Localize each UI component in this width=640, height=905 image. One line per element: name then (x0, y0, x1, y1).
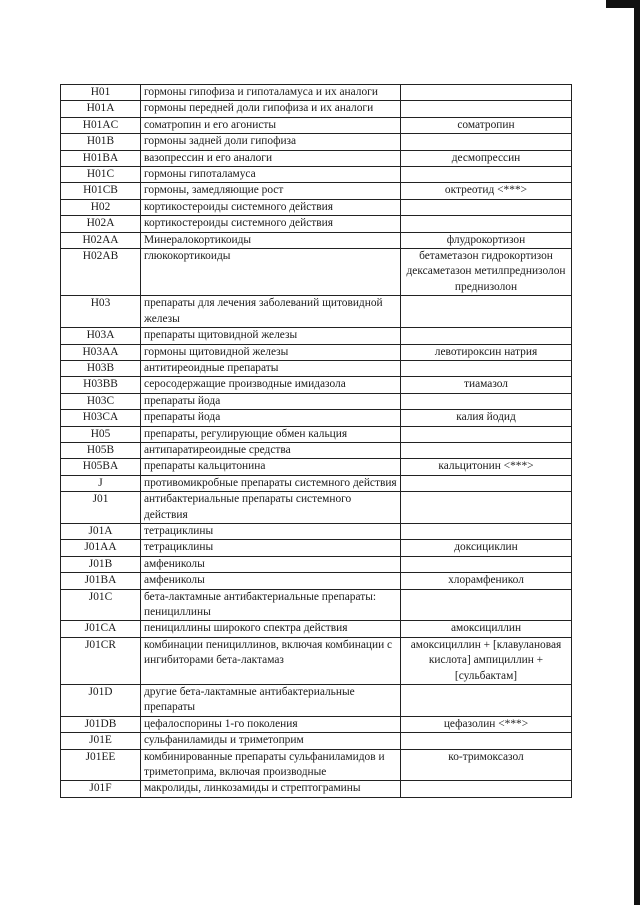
group-name-cell: гормоны передней доли гипофиза и их аналоги (141, 101, 401, 117)
table-row (61, 150, 572, 166)
atc-code-cell: H05BA (61, 459, 141, 475)
drug-name-cell: бетаметазон гидрокортизон дексаметазон метилпреднизолон преднизолон (401, 249, 572, 296)
atc-code-cell: H02AB (61, 249, 141, 296)
atc-code-cell: H01BA (61, 150, 141, 166)
group-name-cell: препараты йода (141, 393, 401, 409)
group-name-cell: тетрациклины (141, 540, 401, 556)
drug-name-cell (401, 733, 572, 749)
atc-code-cell: H01 (61, 85, 141, 101)
drug-name-cell: флудрокортизон (401, 232, 572, 248)
drug-name-cell (401, 685, 572, 717)
drug-name-cell (401, 199, 572, 215)
atc-code-cell: J01EE (61, 749, 141, 781)
drug-name-cell (401, 475, 572, 491)
table-row (61, 199, 572, 215)
group-name-cell: цефалоспорины 1-го поколения (141, 716, 401, 732)
drug-name-cell: октреотид <***> (401, 183, 572, 199)
drug-name-cell (401, 360, 572, 376)
table-row (61, 621, 572, 637)
table-row (61, 733, 572, 749)
drug-name-cell (401, 781, 572, 797)
table-row (61, 573, 572, 589)
drug-name-cell: левотироксин натрия (401, 344, 572, 360)
drug-name-cell (401, 296, 572, 328)
table-row (61, 637, 572, 684)
atc-code-cell: H03AA (61, 344, 141, 360)
atc-code-cell: J01D (61, 685, 141, 717)
table-row (61, 459, 572, 475)
group-name-cell: антитиреоидные препараты (141, 360, 401, 376)
group-name-cell: тетрациклины (141, 523, 401, 539)
atc-code-cell: H03BB (61, 377, 141, 393)
atc-code-cell: H02 (61, 199, 141, 215)
group-name-cell: препараты щитовидной железы (141, 328, 401, 344)
group-name-cell: гормоны гипоталамуса (141, 167, 401, 183)
table-row (61, 134, 572, 150)
table-row (61, 393, 572, 409)
group-name-cell: соматропин и его агонисты (141, 117, 401, 133)
group-name-cell: серосодержащие производные имидазола (141, 377, 401, 393)
drug-name-cell: десмопрессин (401, 150, 572, 166)
table-row (61, 216, 572, 232)
group-name-cell: глюкокортикоиды (141, 249, 401, 296)
group-name-cell: макролиды, линкозамиды и стрептограмины (141, 781, 401, 797)
table-row (61, 117, 572, 133)
drug-name-cell: калия йодид (401, 410, 572, 426)
drug-name-cell: кальцитонин <***> (401, 459, 572, 475)
drug-name-cell: доксициклин (401, 540, 572, 556)
drug-name-cell (401, 426, 572, 442)
table-row (61, 377, 572, 393)
atc-code-cell: J01F (61, 781, 141, 797)
drug-name-cell (401, 167, 572, 183)
table-row (61, 749, 572, 781)
scan-edge-right (634, 0, 640, 905)
atc-code-cell: H03B (61, 360, 141, 376)
atc-code-cell: J01AA (61, 540, 141, 556)
atc-code-cell: H05B (61, 442, 141, 458)
table-row (61, 101, 572, 117)
group-name-cell: бета-лактамные антибактериальные препараты: пенициллины (141, 589, 401, 621)
atc-code-cell: H02A (61, 216, 141, 232)
group-name-cell: антипаратиреоидные средства (141, 442, 401, 458)
drug-name-cell: амоксициллин + [клавулановая кислота] ампициллин + [сульбактам] (401, 637, 572, 684)
atc-code-cell: H05 (61, 426, 141, 442)
atc-code-cell: J01CA (61, 621, 141, 637)
table-row (61, 167, 572, 183)
table-row (61, 426, 572, 442)
atc-code-cell: H02AA (61, 232, 141, 248)
drug-name-cell (401, 442, 572, 458)
atc-code-cell: J01A (61, 523, 141, 539)
group-name-cell: сульфаниламиды и триметоприм (141, 733, 401, 749)
atc-drug-table (60, 84, 572, 798)
atc-code-cell: J01CR (61, 637, 141, 684)
drug-name-cell: цефазолин <***> (401, 716, 572, 732)
group-name-cell: амфениколы (141, 556, 401, 572)
drug-name-cell (401, 523, 572, 539)
table-row (61, 685, 572, 717)
group-name-cell: противомикробные препараты системного действия (141, 475, 401, 491)
table-row (61, 523, 572, 539)
atc-code-cell: H03CA (61, 410, 141, 426)
table-row (61, 85, 572, 101)
drug-name-cell (401, 393, 572, 409)
group-name-cell: гормоны задней доли гипофиза (141, 134, 401, 150)
table-row (61, 492, 572, 524)
drug-name-cell: хлорамфеникол (401, 573, 572, 589)
atc-code-cell: H03 (61, 296, 141, 328)
table-row (61, 232, 572, 248)
table-row (61, 589, 572, 621)
table-row (61, 183, 572, 199)
drug-name-cell (401, 85, 572, 101)
table-body (61, 85, 572, 798)
group-name-cell: кортикостероиды системного действия (141, 216, 401, 232)
table-row (61, 360, 572, 376)
table-row (61, 475, 572, 491)
group-name-cell: гормоны щитовидной железы (141, 344, 401, 360)
table-row (61, 328, 572, 344)
atc-code-cell: H03C (61, 393, 141, 409)
drug-name-cell (401, 589, 572, 621)
table-row (61, 781, 572, 797)
atc-code-cell: H01A (61, 101, 141, 117)
drug-name-cell (401, 216, 572, 232)
group-name-cell: Минералокортикоиды (141, 232, 401, 248)
drug-name-cell: амоксициллин (401, 621, 572, 637)
drug-name-cell: соматропин (401, 117, 572, 133)
table-row (61, 344, 572, 360)
table-row (61, 442, 572, 458)
group-name-cell: другие бета-лактамные антибактериальные препараты (141, 685, 401, 717)
group-name-cell: вазопрессин и его аналоги (141, 150, 401, 166)
group-name-cell: препараты, регулирующие обмен кальция (141, 426, 401, 442)
drug-name-cell (401, 328, 572, 344)
group-name-cell: антибактериальные препараты системного действия (141, 492, 401, 524)
drug-name-cell (401, 556, 572, 572)
atc-code-cell: H01AC (61, 117, 141, 133)
drug-name-cell: тиамазол (401, 377, 572, 393)
atc-code-cell: J01DB (61, 716, 141, 732)
group-name-cell: пенициллины широкого спектра действия (141, 621, 401, 637)
atc-code-cell: J01B (61, 556, 141, 572)
atc-code-cell: J01E (61, 733, 141, 749)
group-name-cell: комбинации пенициллинов, включая комбинации с ингибиторами бета-лактамаз (141, 637, 401, 684)
group-name-cell: гормоны гипофиза и гипоталамуса и их аналоги (141, 85, 401, 101)
group-name-cell: кортикостероиды системного действия (141, 199, 401, 215)
atc-code-cell: H01B (61, 134, 141, 150)
drug-name-cell: ко-тримоксазол (401, 749, 572, 781)
atc-code-cell: J01C (61, 589, 141, 621)
drug-name-cell (401, 492, 572, 524)
table-row (61, 249, 572, 296)
drug-name-cell (401, 101, 572, 117)
table-row (61, 410, 572, 426)
table-row (61, 540, 572, 556)
atc-code-cell: J01 (61, 492, 141, 524)
group-name-cell: комбинированные препараты сульфаниламидов и триметоприма, включая производные (141, 749, 401, 781)
atc-code-cell: J (61, 475, 141, 491)
group-name-cell: препараты для лечения заболеваний щитовидной железы (141, 296, 401, 328)
group-name-cell: препараты кальцитонина (141, 459, 401, 475)
group-name-cell: амфениколы (141, 573, 401, 589)
atc-code-cell: H03A (61, 328, 141, 344)
atc-code-cell: J01BA (61, 573, 141, 589)
atc-code-cell: H01CB (61, 183, 141, 199)
table-row (61, 296, 572, 328)
table-row (61, 556, 572, 572)
group-name-cell: препараты йода (141, 410, 401, 426)
drug-name-cell (401, 134, 572, 150)
atc-code-cell: H01C (61, 167, 141, 183)
group-name-cell: гормоны, замедляющие рост (141, 183, 401, 199)
table-row (61, 716, 572, 732)
